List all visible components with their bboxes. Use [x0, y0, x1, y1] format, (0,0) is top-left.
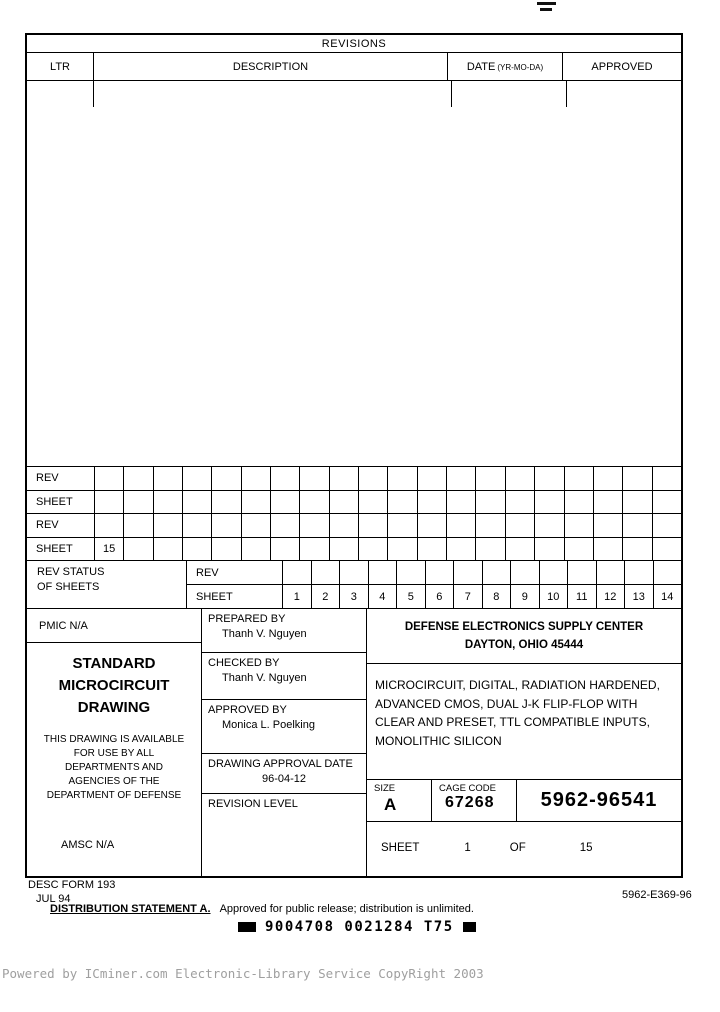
distribution-statement — [50, 903, 474, 915]
checked-by-cell — [202, 653, 366, 700]
prepared-by-label: PREPARED BY — [208, 613, 286, 625]
grid-cell — [652, 491, 681, 514]
distribution-statement-title: DISTRIBUTION STATEMENT A. — [50, 903, 211, 915]
description-header: DESCRIPTION — [94, 53, 448, 80]
grid-cell — [123, 514, 152, 537]
grid-cell — [241, 491, 270, 514]
grid-cell — [329, 491, 358, 514]
rev-status-grid — [187, 561, 681, 608]
rev-grid-cells — [94, 514, 681, 537]
grid-cell — [241, 514, 270, 537]
rev-row-cells — [282, 561, 681, 584]
grid-cell — [567, 561, 596, 584]
agency-header — [367, 609, 681, 664]
revision-level-label: REVISION LEVEL — [208, 798, 298, 810]
grid-cell — [329, 514, 358, 537]
grid-cell — [299, 514, 328, 537]
grid-cell — [153, 491, 182, 514]
grid-cell — [358, 491, 387, 514]
grid-cell: 15 — [94, 538, 123, 561]
sheet-label: SHEET — [381, 842, 420, 854]
grid-cell — [652, 538, 681, 561]
grid-cell — [211, 538, 240, 561]
grid-cell — [417, 538, 446, 561]
grid-cell — [329, 538, 358, 561]
grid-cell — [475, 491, 504, 514]
grid-cell — [358, 538, 387, 561]
grid-cell: 11 — [567, 585, 596, 608]
grid-cell — [123, 491, 152, 514]
approval-date-value: 96-04-12 — [261, 773, 307, 785]
grid-cell — [534, 467, 563, 490]
drawing-number: 5962-96541 — [540, 789, 658, 811]
grid-cell — [534, 538, 563, 561]
sheet-row-label: SHEET — [196, 590, 233, 603]
agency-name: DEFENSE ELECTRONICS SUPPLY CENTER — [404, 620, 644, 633]
grid-cell — [270, 538, 299, 561]
date-header-label: DATE — [466, 60, 496, 73]
revisions-title: REVISIONS — [27, 35, 681, 53]
grid-cell: 13 — [624, 585, 653, 608]
barcode-line — [238, 919, 476, 935]
rev-grid-row — [27, 514, 681, 538]
cage-code-value: 67268 — [445, 794, 495, 811]
grid-cell: 14 — [653, 585, 682, 608]
distribution-statement-text: Approved for public release; distribution is unlimited. — [219, 903, 474, 915]
grid-cell — [241, 538, 270, 561]
size-value: A — [384, 795, 397, 814]
grid-cell — [182, 514, 211, 537]
smd-column — [27, 609, 202, 876]
rev-row-label: REV — [196, 566, 219, 579]
scan-artifact-mark — [540, 8, 552, 11]
grid-cell: 6 — [425, 585, 454, 608]
grid-cell — [446, 514, 475, 537]
date-format-label: (YR-MO-DA) — [497, 63, 544, 72]
scan-artifact — [537, 2, 556, 11]
smd-form — [25, 33, 683, 878]
grid-cell — [153, 538, 182, 561]
grid-cell: 4 — [368, 585, 397, 608]
barcode-block — [238, 922, 256, 932]
grid-cell — [564, 514, 593, 537]
grid-cell — [282, 561, 311, 584]
grid-cell — [596, 561, 625, 584]
revision-level-cell — [202, 794, 366, 876]
revisions-header-row — [27, 53, 681, 81]
grid-cell — [425, 561, 454, 584]
grid-cell — [622, 491, 651, 514]
grid-cell — [453, 561, 482, 584]
grid-cell — [211, 467, 240, 490]
grid-cell — [396, 561, 425, 584]
grid-cell — [622, 467, 651, 490]
grid-cell — [653, 561, 682, 584]
grid-cell — [387, 538, 416, 561]
rev-sheet-grid — [27, 467, 681, 561]
prepared-by-cell — [202, 609, 366, 653]
column-line-stub — [93, 81, 94, 107]
grid-cell: 3 — [339, 585, 368, 608]
grid-cell — [329, 467, 358, 490]
barcode-text: 9004708 0021284 T75 — [265, 919, 454, 935]
grid-cell — [270, 467, 299, 490]
size-cell — [367, 780, 432, 821]
grid-cell — [505, 491, 534, 514]
revisions-body-empty — [27, 81, 681, 467]
grid-cell — [593, 538, 622, 561]
grid-cell — [622, 514, 651, 537]
grid-cell — [593, 467, 622, 490]
barcode-block — [463, 922, 476, 932]
grid-cell — [624, 561, 653, 584]
grid-cell: 5 — [396, 585, 425, 608]
sheet-total: 15 — [579, 842, 593, 854]
rev-status-rev-row — [187, 561, 681, 585]
grid-cell — [539, 561, 568, 584]
smd-title-line3: DRAWING — [77, 698, 151, 716]
grid-cell — [299, 538, 328, 561]
grid-cell — [505, 538, 534, 561]
device-description: MICROCIRCUIT, DIGITAL, RADIATION HARDENED, ADVANCED CMOS, DUAL J-K FLIP-FLOP WITH CLEAR AND PRESET, TTL COMPATIBLE INPUTS, MONOLITHIC SILICON — [367, 664, 681, 780]
grid-cell — [182, 467, 211, 490]
rev-status-title — [27, 561, 187, 608]
checked-by-name: Thanh V. Nguyen — [222, 672, 307, 684]
grid-cell — [510, 561, 539, 584]
form-id: DESC FORM 193 — [28, 879, 116, 891]
smd-title-line2: MICROCIRCUIT — [58, 676, 170, 694]
title-block-section — [27, 609, 681, 876]
grid-cell — [564, 467, 593, 490]
grid-cell — [387, 491, 416, 514]
grid-cell — [339, 561, 368, 584]
grid-cell — [475, 514, 504, 537]
availability-text: THIS DRAWING IS AVAILABLE FOR USE BY ALL DEPARTMENTS AND AGENCIES OF THE DEPARTMENT OF DEFENSE — [43, 734, 185, 802]
grid-cell — [564, 491, 593, 514]
grid-cell — [446, 467, 475, 490]
grid-cell — [241, 467, 270, 490]
grid-cell — [311, 561, 340, 584]
rev-grid-row — [27, 467, 681, 491]
grid-cell: 1 — [282, 585, 311, 608]
approval-date-cell — [202, 754, 366, 794]
doc-reference: 5962-E369-96 — [622, 889, 692, 901]
rev-status-sheet-row — [187, 585, 681, 608]
grid-cell — [387, 514, 416, 537]
size-label: SIZE — [374, 783, 396, 794]
grid-cell: 8 — [482, 585, 511, 608]
approval-column — [202, 609, 367, 876]
rev-grid-row — [27, 491, 681, 515]
approved-by-name: Monica L. Poelking — [222, 719, 315, 731]
rev-status-title-line1: REV STATUS — [37, 566, 105, 578]
smd-title-line1: STANDARD — [72, 655, 156, 672]
grid-cell — [270, 514, 299, 537]
grid-cell — [622, 538, 651, 561]
grid-cell — [387, 467, 416, 490]
rev-status-title-line2: OF SHEETS — [37, 580, 100, 593]
grid-cell — [534, 514, 563, 537]
rev-grid-cells — [94, 491, 681, 514]
grid-cell — [446, 538, 475, 561]
grid-cell: 7 — [453, 585, 482, 608]
amsc-text: AMSC N/A — [61, 839, 115, 852]
title-block-column — [367, 609, 681, 876]
grid-cell — [211, 514, 240, 537]
form-date: JUL 94 — [36, 892, 71, 905]
grid-cell — [299, 467, 328, 490]
grid-cell — [482, 561, 511, 584]
sheet-number-cells — [282, 585, 681, 608]
grid-cell — [94, 467, 123, 490]
grid-cell — [123, 467, 152, 490]
grid-cell — [358, 467, 387, 490]
smd-title — [59, 653, 170, 718]
rev-grid-cells — [94, 538, 681, 561]
prepared-by-name: Thanh V. Nguyen — [222, 628, 307, 640]
approval-date-label: DRAWING APPROVAL DATE — [208, 758, 353, 770]
grid-cell — [593, 491, 622, 514]
grid-cell — [475, 538, 504, 561]
rev-grid-row-label: REV — [36, 472, 59, 485]
grid-cell: 10 — [539, 585, 568, 608]
scan-artifact-mark — [537, 2, 556, 5]
grid-cell — [182, 491, 211, 514]
size-cage-row — [367, 780, 681, 822]
grid-cell: 12 — [596, 585, 625, 608]
approved-by-cell — [202, 700, 366, 754]
column-line-stub — [451, 81, 452, 107]
grid-cell — [505, 467, 534, 490]
grid-cell — [652, 514, 681, 537]
grid-cell — [652, 467, 681, 490]
checked-by-label: CHECKED BY — [208, 657, 280, 669]
grid-cell — [446, 491, 475, 514]
rev-grid-row-label: SHEET — [36, 542, 73, 555]
grid-cell — [417, 491, 446, 514]
grid-cell: 2 — [311, 585, 340, 608]
date-header — [448, 53, 563, 80]
grid-cell — [211, 491, 240, 514]
rev-grid-row — [27, 538, 681, 562]
grid-cell — [505, 514, 534, 537]
grid-cell — [534, 491, 563, 514]
cage-code-cell — [432, 780, 517, 821]
grid-cell — [182, 538, 211, 561]
sheet-number: 1 — [464, 842, 471, 854]
cage-code-label: CAGE CODE — [439, 783, 497, 794]
approved-header: APPROVED — [591, 60, 653, 73]
ltr-header: LTR — [27, 53, 94, 80]
grid-cell — [475, 467, 504, 490]
smd-main-cell — [27, 643, 201, 876]
rev-grid-cells — [94, 467, 681, 490]
grid-cell: 9 — [510, 585, 539, 608]
pmic-cell: PMIC N/A — [27, 609, 201, 643]
grid-cell — [368, 561, 397, 584]
sheet-info-row — [367, 822, 681, 876]
grid-cell — [270, 491, 299, 514]
grid-cell — [417, 514, 446, 537]
column-line-stub — [566, 81, 567, 107]
grid-cell — [358, 514, 387, 537]
rev-grid-row-label: SHEET — [36, 495, 73, 508]
grid-cell — [94, 514, 123, 537]
grid-cell — [417, 467, 446, 490]
grid-cell — [593, 514, 622, 537]
grid-cell — [94, 491, 123, 514]
rev-grid-row-label: REV — [36, 519, 59, 532]
grid-cell — [299, 491, 328, 514]
grid-cell — [153, 467, 182, 490]
agency-location: DAYTON, OHIO 45444 — [464, 639, 584, 651]
grid-cell — [153, 514, 182, 537]
watermark-text: Powered by ICminer.com Electronic-Library Service CopyRight 2003 — [2, 966, 484, 981]
approved-by-label: APPROVED BY — [208, 704, 287, 716]
of-label: OF — [509, 842, 526, 854]
rev-status-section — [27, 561, 681, 609]
grid-cell — [123, 538, 152, 561]
grid-cell — [564, 538, 593, 561]
